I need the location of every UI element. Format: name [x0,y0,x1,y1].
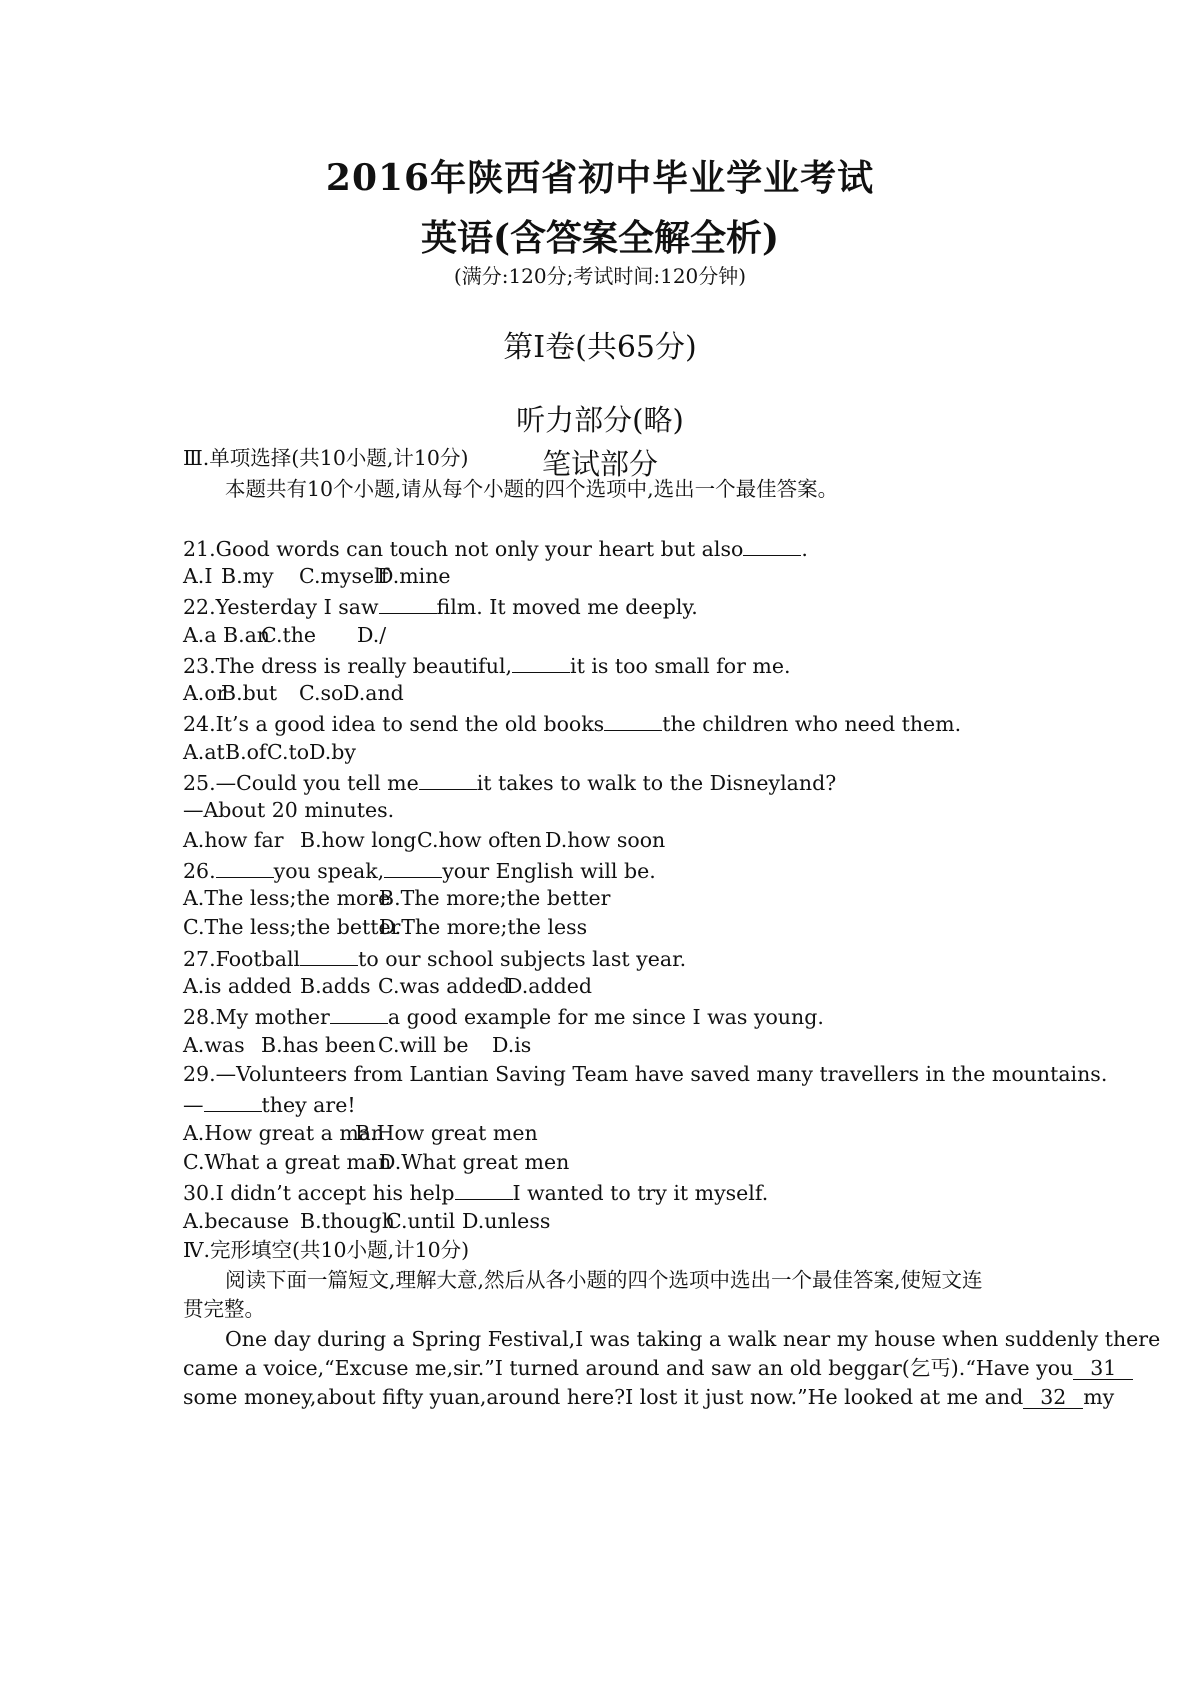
option: C.so [299,681,344,705]
question-26 [183,859,656,882]
option: A.or [183,681,227,705]
option: B.though [300,1209,395,1233]
option: C.to [267,740,310,764]
answer-blank [330,1005,388,1024]
options-26a [183,888,610,909]
passage-text: some money,about fifty yuan,around here?I lost it just now.”He looked at me and [183,1385,1024,1409]
option: B.an [223,623,271,647]
answer-blank [204,1093,262,1112]
options-22 [183,625,386,646]
question-stem: 27.Football [183,947,301,971]
option: C.will be [378,1033,469,1057]
question-stem: 26. [183,859,216,883]
option: D.The more;the less [379,915,588,939]
option: C.how often [417,828,542,852]
option: A.how far [183,828,284,852]
question-stem-after: your English will be. [442,859,656,883]
answer-blank [604,712,662,731]
question-28 [183,1005,824,1028]
question-29-reply [183,1093,356,1116]
options-21 [183,566,451,587]
option: A.was [183,1033,245,1057]
question-23 [183,654,791,677]
option: A.I [183,564,213,588]
volume-heading: 第Ⅰ卷(共65分) [503,330,697,365]
exam-title: 2016年陕西省初中毕业学业考试 [325,157,875,199]
question-stem-after: a good example for me since I was young. [387,1005,824,1029]
option: C.was added [378,974,510,998]
option: B.my [221,564,274,588]
option: B.but [221,681,278,705]
question-stem-after: . [801,537,808,561]
options-23 [183,683,404,704]
passage-line: One day during a Spring Festival,I was taking a walk near my house when suddenly there [225,1327,1161,1351]
options-29b [183,1152,569,1173]
option: D.is [492,1033,532,1057]
question-stem: 24.It’s a good idea to send the old books [183,712,605,736]
option: B.How great men [355,1121,538,1145]
answer-blank [455,1181,513,1200]
option: D.What great men [379,1150,570,1174]
answer-blank [419,771,477,790]
question-stem-after: to our school subjects last year. [358,947,687,971]
options-24 [183,742,356,763]
option: A.The less;the more [183,886,391,910]
passage-text: my [1083,1385,1115,1409]
answer-blank [512,654,570,673]
question-stem: 28.My mother [183,1005,330,1029]
question-stem-after: it takes to walk to the Disneyland? [476,771,837,795]
question-stem-after: it is too small for me. [570,654,791,678]
exam-subtitle: 英语(含答案全解全析) [420,217,780,259]
question-25 [183,771,836,794]
option: C.until [386,1209,456,1233]
option: C.the [261,623,317,647]
answer-blank [300,947,358,966]
option: B.has been [261,1033,376,1057]
reply-dash: — [183,1093,204,1117]
answer-blank [216,859,274,878]
option: C.What a great man [183,1150,392,1174]
question-stem-after: the children who need them. [662,712,962,736]
option: D.how soon [545,828,666,852]
question-stem-mid: you speak, [273,859,385,883]
option: A.at [183,740,225,764]
option: A.a [183,623,217,647]
section3-heading: Ⅲ.单项选择(共10小题,计10分) [183,446,469,470]
passage-line [183,1358,1133,1380]
reply-after: they are! [261,1093,356,1117]
option: D.added [506,974,592,998]
question-24 [183,712,961,735]
score-info: (满分:120分;考试时间:120分钟) [453,264,747,288]
question-29: 29.—Volunteers from Lantian Saving Team have saved many travellers in the mountains. [183,1062,1108,1086]
cloze-blank-31: 31 [1073,1358,1133,1380]
option: B.adds [300,974,371,998]
option: C.The less;the better [183,915,401,939]
answer-blank [743,537,801,556]
answer-blank [384,859,442,878]
option: A.because [183,1209,290,1233]
option: D.mine [377,564,451,588]
option: B.how long [300,828,417,852]
question-25-reply: —About 20 minutes. [183,798,395,822]
options-30 [183,1211,550,1232]
listening-heading: 听力部分(略) [516,403,684,437]
question-stem-after: film. It moved me deeply. [436,595,698,619]
question-stem: 23.The dress is really beautiful, [183,654,513,678]
option: D.and [343,681,404,705]
passage-line [183,1387,1114,1409]
options-25 [183,830,665,851]
option: D.by [309,740,356,764]
option: A.is added [183,974,292,998]
question-stem: 25.—Could you tell me [183,771,419,795]
options-27 [183,976,592,997]
question-30 [183,1181,768,1204]
question-stem: 30.I didn’t accept his help [183,1181,455,1205]
passage-text: came a voice,“Excuse me,sir.”I turned around and saw an old beggar(乞丐).“Have you [183,1356,1074,1380]
writing-heading: 笔试部分 [541,447,658,481]
option: B.The more;the better [379,886,611,910]
question-stem: 22.Yesterday I saw [183,595,379,619]
option: C.myself [299,564,389,588]
option: D./ [357,623,387,647]
options-28 [183,1035,531,1056]
answer-blank [379,595,437,614]
question-27 [183,947,686,970]
question-21 [183,537,808,560]
question-stem: 21.Good words can touch not only your heart but also [183,537,744,561]
options-26b [183,917,587,938]
question-stem-after: I wanted to try it myself. [512,1181,769,1205]
section3-instruction: 本题共有10个小题,请从每个小题的四个选项中,选出一个最佳答案。 [225,477,839,501]
section4-heading: Ⅳ.完形填空(共10小题,计10分) [183,1238,470,1262]
question-22 [183,595,698,618]
cloze-blank-32: 32 [1023,1387,1083,1409]
option: A.How great a man [183,1121,385,1145]
section4-instruction: 阅读下面一篇短文,理解大意,然后从各小题的四个选项中选出一个最佳答案,使短文连 [225,1268,983,1292]
option: B.of [225,740,267,764]
options-29a [183,1123,538,1144]
option: D.unless [462,1209,551,1233]
section4-instruction-cont: 贯完整。 [183,1297,265,1321]
